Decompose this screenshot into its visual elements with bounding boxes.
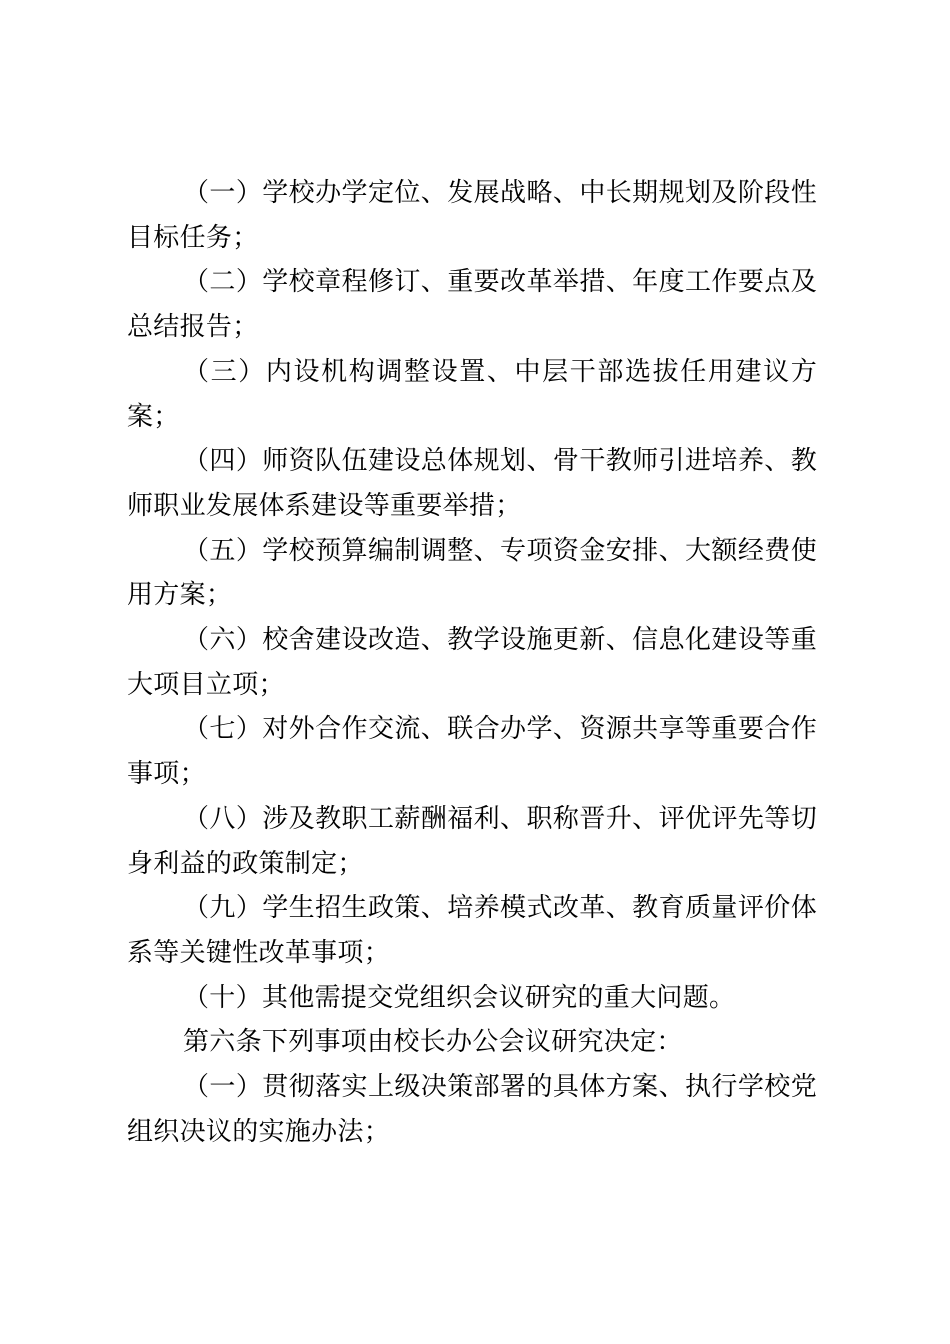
article-heading-6: 第六条下列事项由校长办公会议研究决定： — [183, 1027, 683, 1058]
paragraph-item-2: （二）学校章程修订、重要改革举措、年度工作要点及总结报告； — [127, 267, 817, 343]
paragraph-item-10: （十）其他需提交党组织会议研究的重大问题。 — [183, 982, 736, 1013]
paragraph-item-5: （五）学校预算编制调整、专项资金安排、大额经费使用方案； — [127, 535, 817, 611]
paragraph-item-9: （九）学生招生政策、培养模式改革、教育质量评价体系等关键性改革事项； — [127, 893, 817, 968]
paragraph-item-3: （三）内设机构调整设置、中层干部选拔任用建议方案； — [127, 356, 817, 432]
document-body — [127, 171, 817, 1154]
paragraph-item-1b: （一）贯彻落实上级决策部署的具体方案、执行学校党组织决议的实施办法； — [127, 1072, 817, 1147]
paragraph-item-4: （四）师资队伍建设总体规划、骨干教师引进培养、教师职业发展体系建设等重要举措； — [127, 446, 817, 521]
paragraph-item-7: （七）对外合作交流、联合办学、资源共享等重要合作事项； — [127, 714, 817, 790]
paragraph-item-8: （八）涉及教职工薪酬福利、职称晋升、评优评先等切身利益的政策制定； — [127, 803, 817, 879]
paragraph-item-1: （一）学校办学定位、发展战略、中长期规划及阶段性目标任务； — [127, 178, 817, 253]
paragraph-item-6: （六）校舍建设改造、教学设施更新、信息化建设等重大项目立项； — [127, 625, 817, 700]
